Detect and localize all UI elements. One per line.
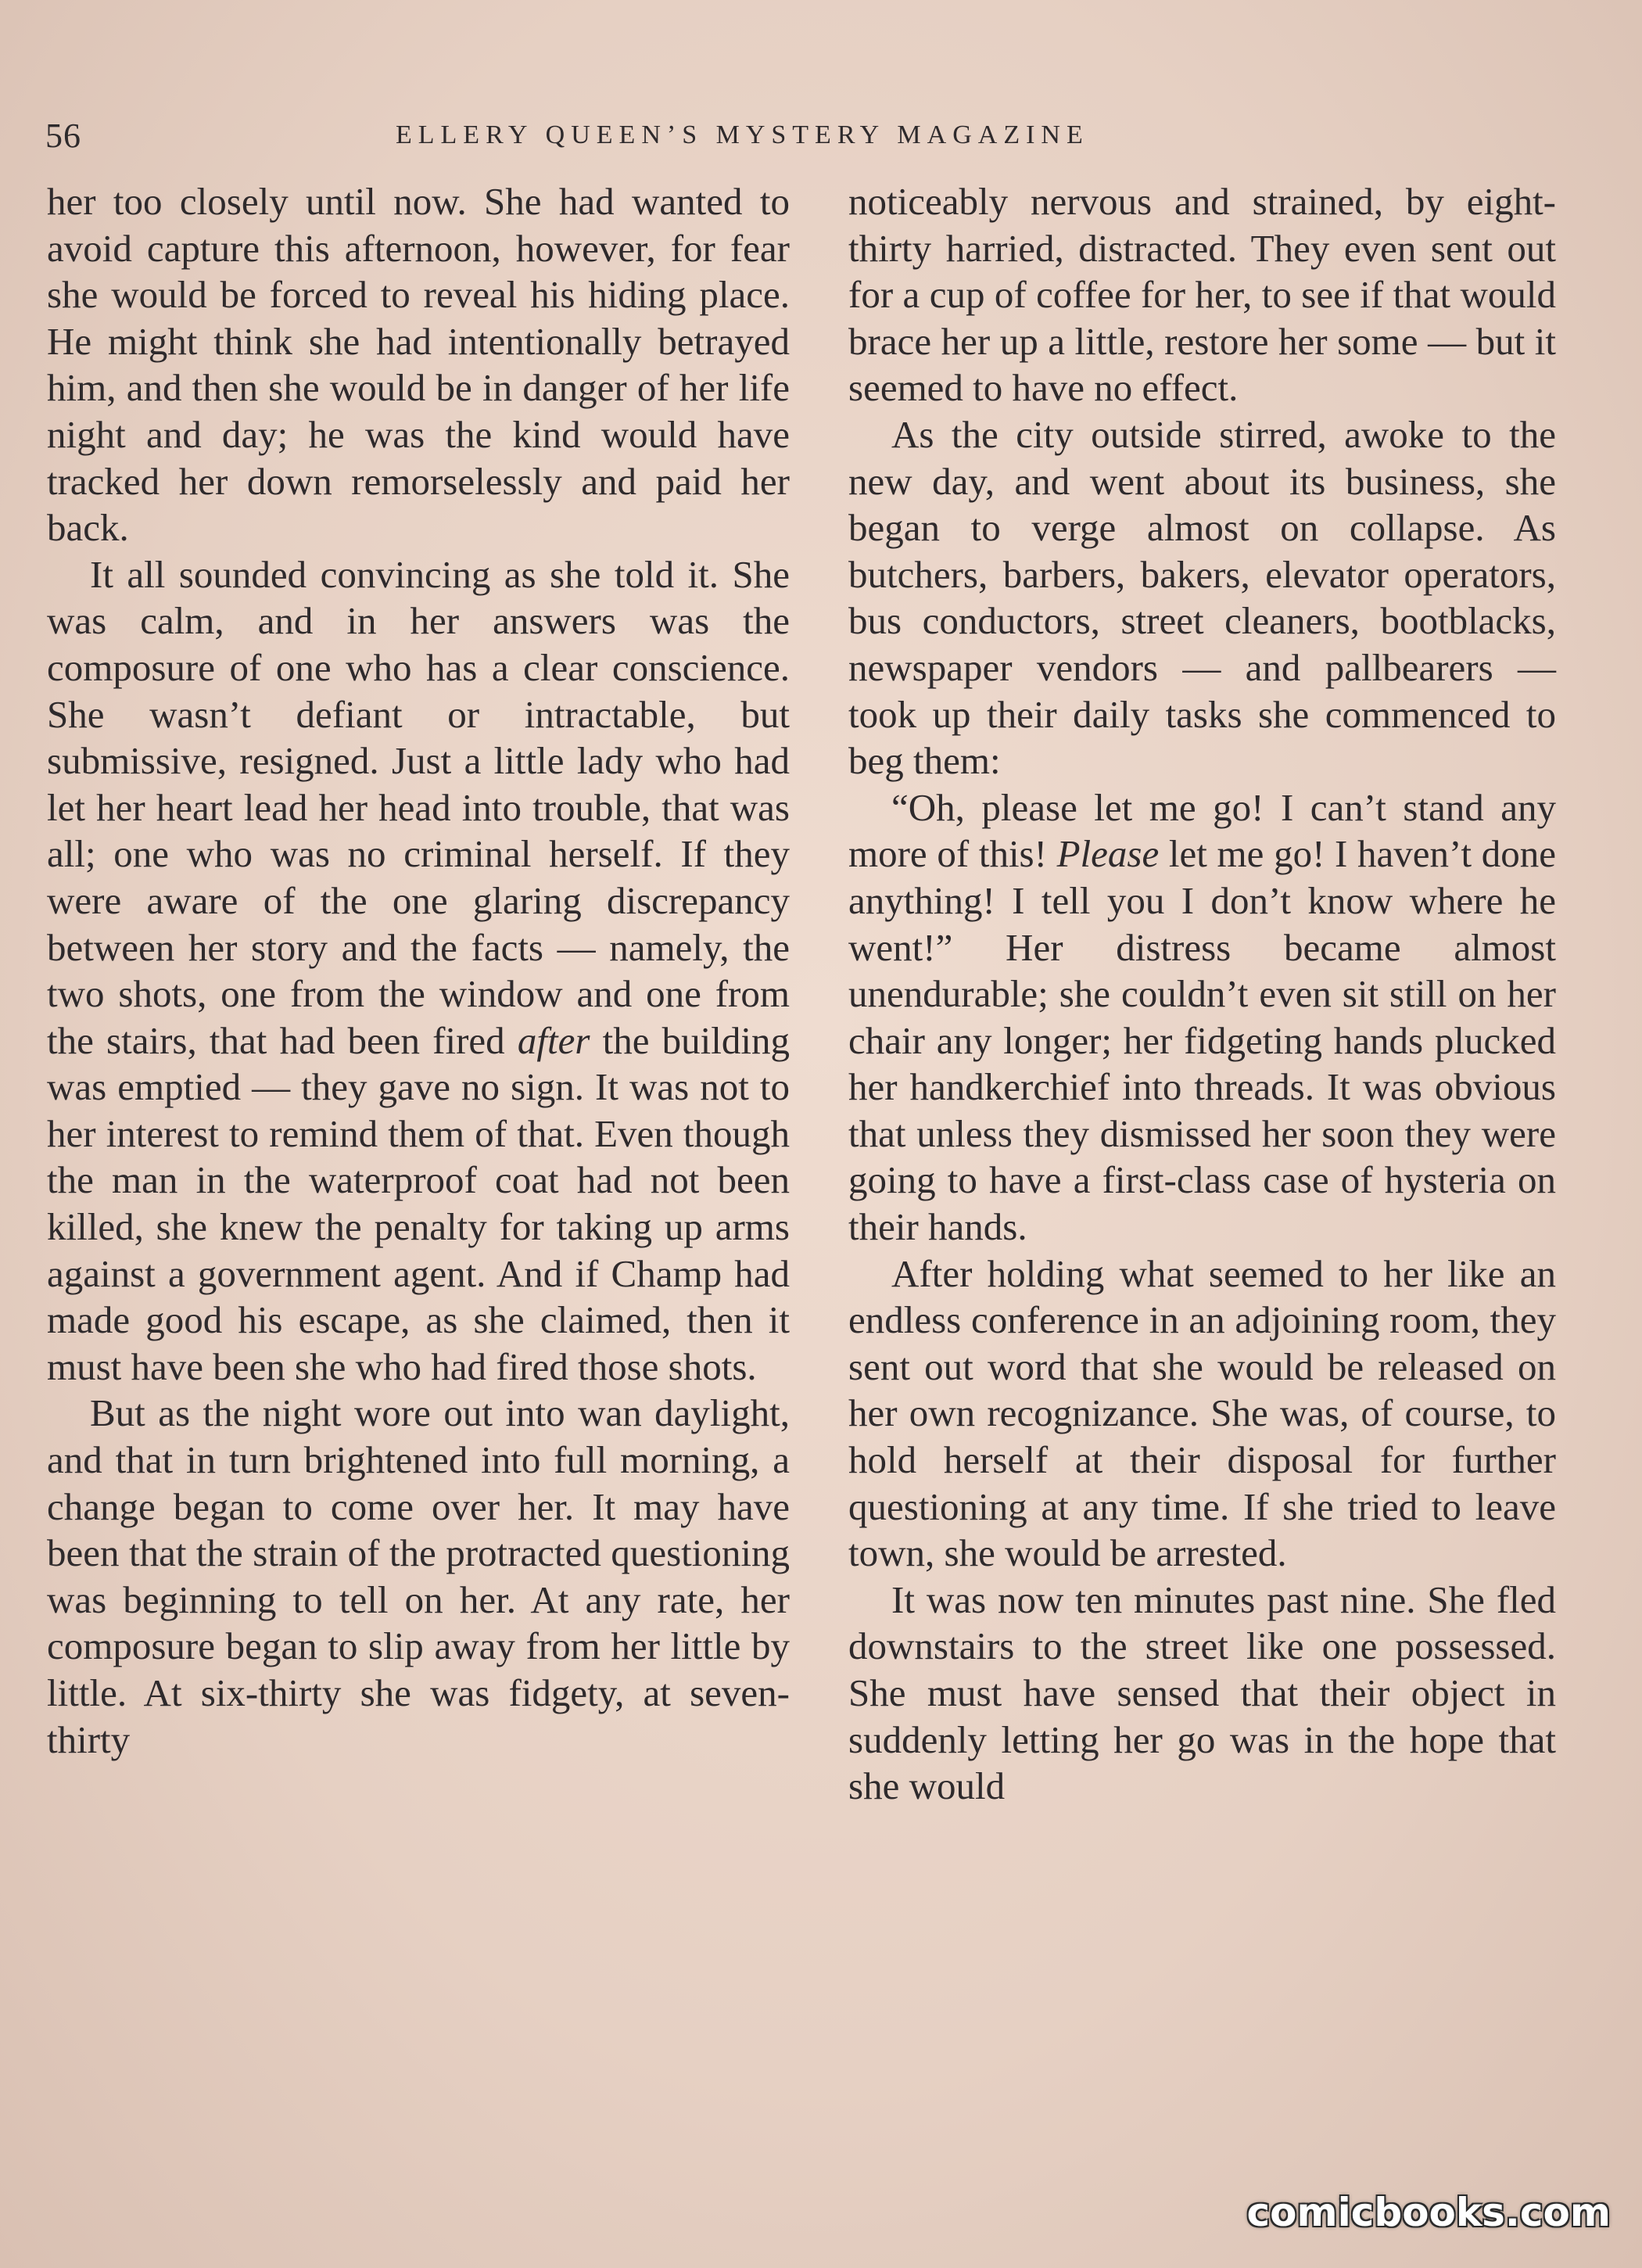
page-header bbox=[45, 116, 1601, 163]
page-number: 56 bbox=[45, 117, 81, 155]
paragraph: It all sounded convincing as she told it. She was calm, and in her answers was the composure of one who has a clear conscience. She wasn’t defiant or intractable, but submissive, resigned. Just a little lady who had let her heart lead her head into trouble, that was all; one who was no criminal herself. If they were aware of the one glaring discrepancy between her story and the facts — namely, the two shots, one from the window and one from the stairs, that had been fired after the building was emptied — they gave no sign. It was not to her interest to remind them of that. Even though the man in the waterproof coat had not been killed, she knew the penalty for taking up arms against a government agent. And if Champ had made good his escape, as she claimed, then it must have been she who had fired those shots. bbox=[47, 552, 790, 1388]
right-column bbox=[848, 178, 1556, 2149]
paragraph: noticeably nervous and strained, by eight-thirty harried, distracted. They even sent out for a cup of coffee for her, to see if that would brace her up a little, restore her some — but it seemed to have no effect. bbox=[848, 180, 1556, 410]
paragraph: But as the night wore out into wan daylight, and that in turn brightened into full morning, a change began to come over her. It may have been that the strain of the protracted questioning was beginning to tell on her. At any rate, her composure began to slip away from her little by little. At six-thirty she was fidgety, at seven-thirty bbox=[47, 1391, 790, 1761]
watermark: comicbooks.com bbox=[1246, 2190, 1611, 2235]
paragraph: After holding what seemed to her like an endless conference in an adjoining room, they sent out word that she would be released on her own recognizance. She was, of course, to hold herself at their disposal for further questioning at any time. If she tried to leave town, she would be arrested. bbox=[848, 1251, 1556, 1575]
paragraph: It was now ten minutes past nine. She fled downstairs to the street like one possessed. She must have sensed that their object in suddenly letting her go was in the hope that she would bbox=[848, 1577, 1556, 1808]
running-head: ELLERY QUEEN’S MYSTERY MAGAZINE bbox=[396, 120, 1089, 149]
left-column bbox=[47, 178, 790, 2149]
paragraph: her too closely until now. She had wanted to avoid capture this afternoon, however, for fear she would be forced to reveal his hiding place. He might think she had intentionally betrayed him, and then she would be in danger of her life night and day; he was the kind would have tracked her down remorselessly and paid her back. bbox=[47, 180, 790, 550]
paragraph: As the city outside stirred, awoke to the new day, and went about its business, she began to verge almost on collapse. As butchers, barbers, bakers, elevator operators, bus conductors, street cleaners, bootblacks, newspaper vendors — and pallbearers — took up their daily tasks she commenced to beg them: bbox=[848, 412, 1556, 783]
paragraph: “Oh, please let me go! I can’t stand any more of this! Please let me go! I haven’t done anything! I tell you I don’t know where he went!” Her distress became almost unendurable; she couldn’t even sit still on her chair any longer; her fidgeting hands plucked her handkerchief into threads. It was obvious that unless they dismissed her soon they were going to have a first-class case of hysteria on their hands. bbox=[848, 785, 1556, 1249]
